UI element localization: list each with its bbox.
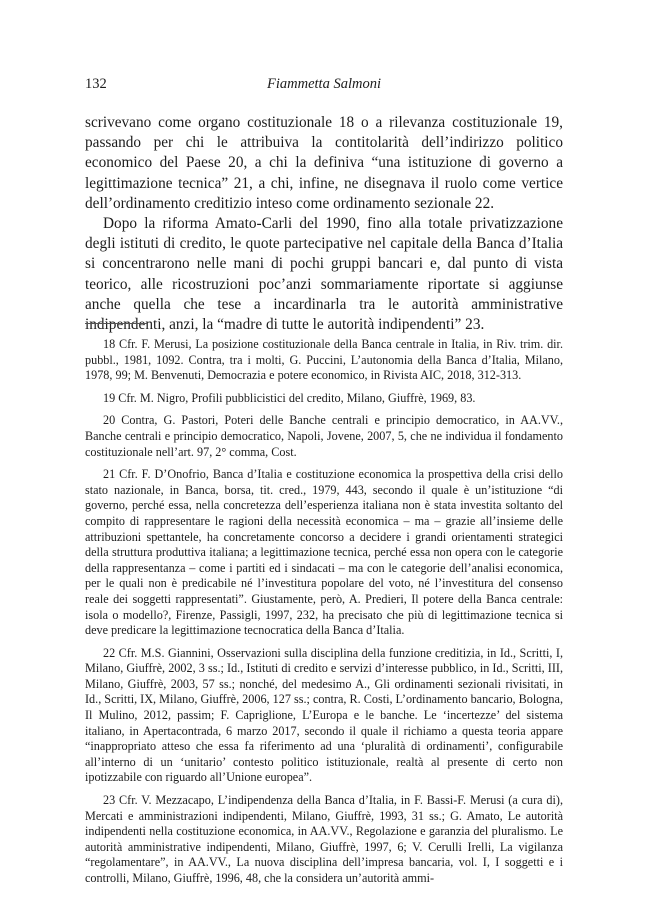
footnote-22: 22 Cfr. M.S. Giannini, Osservazioni sulla disciplina della funzione creditizia, in Id., Scritti, I, Milano, Giuffrè, 2002, 3 ss.; Id., Istituti di credito e servizi d’interesse pubblico, in Id., Scritti, III, Milano, Giuffrè, 2003, 57 ss.; nonché, del medesimo A., Gli ordinamenti sezionali rivisitati, in Id., Scritti, IX, Milano, Giuffrè, 2006, 127 ss.; contra, R. Costi, L’ordinamento bancario, Bologna, Il Mulino, 2012, passim; F. Capriglione, L’Europa e le banche. Le ‘incertezze’ del sistema italiano, in Apertacontrada, 6 marzo 2017, secondo il quale il richiamo a questa teoria appare “inappropriato atteso che essa fa riferimento ad una ‘pluralità di ordinamenti’, configurabile all’interno di un ‘unitario’ contesto politico istituzionale, realtà al presente di certo non ipotizzabile con riguardo all’Unione europea”. xyxy=(85,645,563,785)
footnotes xyxy=(85,337,563,894)
running-head-author: Fiammetta Salmoni xyxy=(267,76,381,92)
footnote-23: 23 Cfr. V. Mezzacapo, L’indipendenza della Banca d’Italia, in F. Bassi-F. Merusi (a cura di), Mercati e amministrazioni indipendenti, Milano, Giuffrè, 1993, 31 ss.; G. Amato, Le autorità indipendenti nella costituzione economica, in AA.VV., Regolazione e garanzia del pluralismo. Le autorità amministrative indipendenti, Milano, Giuffrè, 1997, 6; V. Cerulli Irelli, La vigilanza “regolamentare”, in AA.VV., La nuova disciplina dell’impresa bancaria, vol. I, I soggetti e i controlli, Milano, Giuffrè, 1996, 48, che la considera un’autorità ammi- xyxy=(85,793,563,885)
footnote-19: 19 Cfr. M. Nigro, Profili pubblicistici del credito, Milano, Giuffrè, 1969, 83. xyxy=(103,390,476,405)
paragraph-1: scrivevano come organo costituzionale 18 o a rilevanza costituzionale 19, passando per chi le attribuiva la contitolarità dell’indirizzo politico economico del Paese 20, a chi la definiva “una istituzione di governo a legittimazione tecnica” 21, a chi, infine, ne disegnava il ruolo come vertice dell’ordinamento creditizio inteso come ordinamento sezionale 22. xyxy=(85,114,563,212)
footnote-separator xyxy=(85,323,147,324)
paragraph-2: Dopo la riforma Amato-Carli del 1990, fino alla totale privatizzazione degli istituti di credito, le quote partecipative nel capitale della Banca d’Italia si concentrarono nelle mani di pochi gruppi bancari e, dal punto di vista teorico, alle ricostruzioni poc’anzi sommariamente riportate si aggiunse anche quella che tese a incardinarla tra le autorità amministrative indipendenti, anzi, la “madre di tutte le autorità indipendenti” 23. xyxy=(85,215,563,334)
main-text xyxy=(85,113,563,335)
footnote-21: 21 Cfr. F. D’Onofrio, Banca d’Italia e costituzione economica la prospettiva della crisi dello stato nazionale, in Banca, borsa, tit. cred., 1979, 443, secondo il quale è un’istituzione “di governo, perché essa, nella concretezza dell’esperienza italiana non è stata investita soltanto del compito di rappresentare le ragioni della necessità economica – ma – grazie all’insieme delle attribuzioni spettantele, ha concretamente concorso a decidere i grandi orientamenti strategici della struttura produttiva italiana; a legittimazione tecnica, perché essa non opera con le categorie della rappresentanza – come i partiti ed i sindacati – ma con le categorie dell’analisi economica, per le quali non è predicabile né l’investitura popolare del voto, né l’investitura del consenso reale dei soggetti rappresentati”. Giustamente, però, A. Predieri, Il potere della Banca centrale: isola o modello?, Firenze, Passigli, 1997, 232, ha precisato che più di legittimazione tecnica si deve predicare la legittimazione tecnocratica della Banca d’Italia. xyxy=(85,467,563,638)
running-header xyxy=(85,76,563,96)
footnote-20: 20 Contra, G. Pastori, Poteri delle Banche centrali e principio democratico, in AA.VV., Banche centrali e principio democratico, Napoli, Jovene, 2007, 5, che ne individua il fondamento costituzionale nell’art. 97, 2° comma, Cost. xyxy=(85,413,563,459)
footnote-18: 18 Cfr. F. Merusi, La posizione costituzionale della Banca centrale in Italia, in Riv. trim. dir. pubbl., 1981, 1092. Contra, tra i molti, G. Puccini, L’autonomia della Banca d’Italia, Milano, 1978, 99; M. Benvenuti, Democrazia e potere economico, in Rivista AIC, 2018, 312-313. xyxy=(85,337,563,383)
page-number: 132 xyxy=(85,76,107,92)
